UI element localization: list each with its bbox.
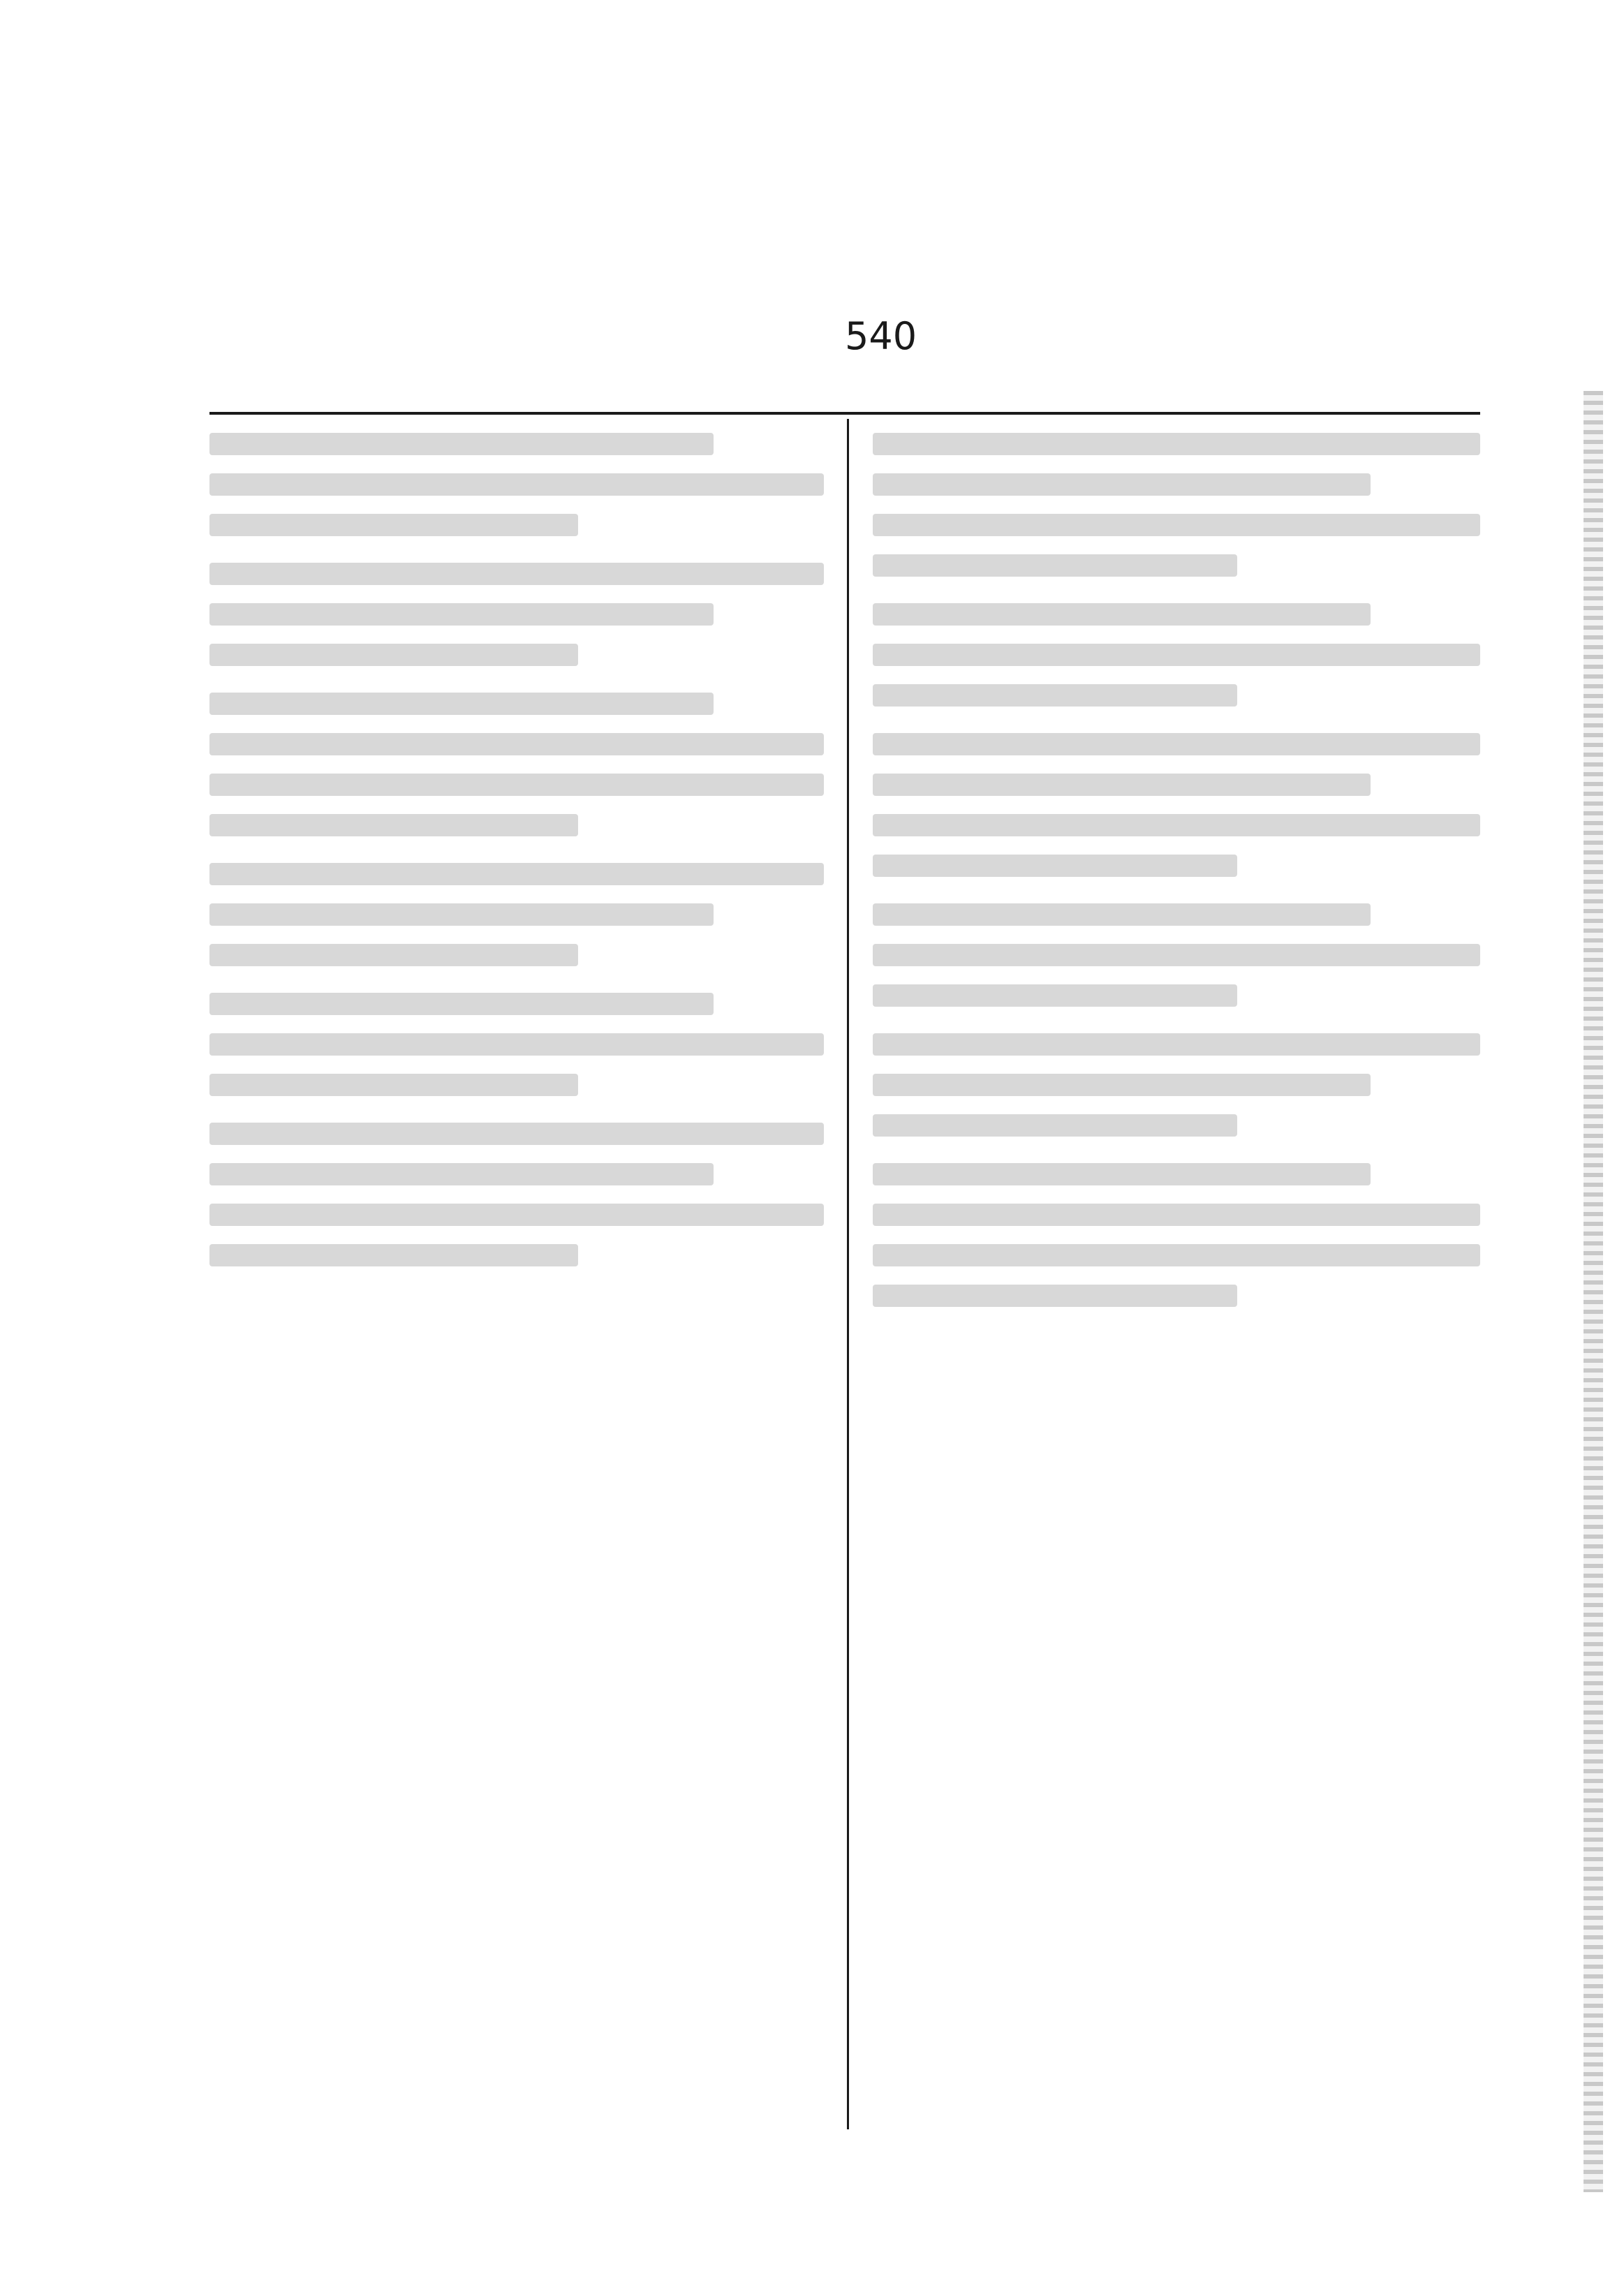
page-number: 540 [845,314,917,358]
entry-placeholder [209,993,824,1096]
left-column [209,433,824,2115]
entry-placeholder [209,1123,824,1266]
entry-placeholder [873,1033,1480,1137]
entry-placeholder [209,433,824,536]
entry-placeholder [873,603,1480,707]
entry-placeholder [873,903,1480,1007]
entry-placeholder [873,1163,1480,1307]
column-divider [847,419,849,2129]
page-header [209,307,1480,370]
scan-edge-mark [1584,391,1603,2192]
entry-placeholder [209,863,824,966]
entry-placeholder [873,733,1480,877]
entry-placeholder [873,433,1480,577]
entry-placeholder [209,693,824,836]
entry-placeholder [209,563,824,666]
header-rule [209,412,1480,415]
right-column [873,433,1480,2115]
